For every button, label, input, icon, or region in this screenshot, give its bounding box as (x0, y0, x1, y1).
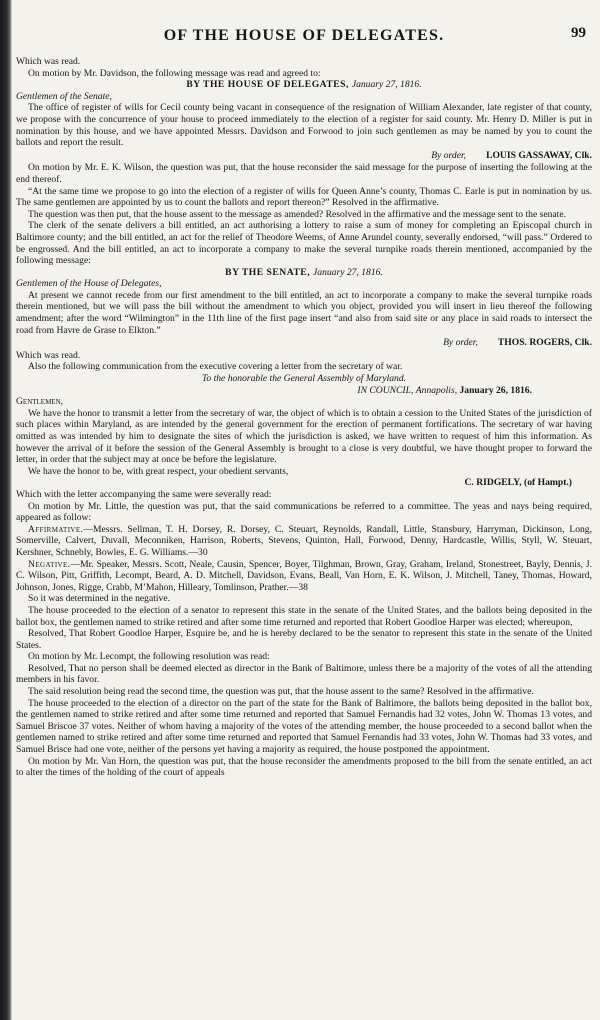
paragraph: We have the honor to transmit a letter from the secretary of war, the object of which is to obtain a cession to the United States of the jurisdiction of such places within Maryland, as are intended by the general government for the erection of permanent fortifications. The secretary of war having omitted as was intended by him to designate the sites of which the jurisdiction is asked, we have written to request of him this information. As however the arrival of it before the session of the General Assembly is brought to a close is very doubtful, we have thought proper to forward the letter, in order that the subject may at once be before the legislature. (16, 407, 592, 466)
running-head (16, 26, 592, 50)
paragraph: Which with the letter accompanying the same were severally read: (16, 488, 272, 500)
paragraph: On motion by Mr. Little, the question was put, that the said communications be referred to a committee. The yeas and nays being required, appeared as follow: (16, 500, 592, 524)
paragraph: So it was determined in the negative. (28, 593, 171, 605)
letter-salutation: Gentlemen, (16, 396, 64, 408)
journal-page (14, 0, 594, 1020)
vote-record (16, 559, 592, 594)
paragraph: At present we cannot recede from our first amendment to the bill entitled, an act to incorporate a company to make the several turnpike roads therein mentioned, but we will pass the bill without the amendment to which you object, provided you will insert in lieu thereof the following amendment; after the word “Wilmington” in the 11th line of the first page insert “and also from said site or any place in said roads to intersect the road from Havre de Grase to Elkton.” (16, 289, 592, 336)
vote-names: —Mr. Speaker, Messrs. Scott, Neale, Causin, Spencer, Boyer, Tilghman, Brown, Gray, Graham, Ireland, Stonestreet, Bayly, Dennis, J. C. Wilson, Pitt, Griffith, Lecompt, Beard, A. D. Mitchell, Davidson, Evans, Beall, Van Horn, E. K. Wilson, J. Mitchell, Taney, Thomas, Howard, Johnson, Jones, Rigge, Crabb, M’Mahon, Hilleary, Tomlinson, Prather.—38 (16, 558, 592, 593)
clerk-signature: THOS. ROGERS, Clk. (497, 337, 592, 349)
council-dateline (16, 385, 592, 397)
council-date: January 26, 1816. (459, 384, 532, 396)
salutation: Gentlemen of the Senate, (16, 90, 112, 102)
paragraph: The office of register of wills for Cecil county being vacant in consequence of the resignation of William Alexander, late register of that county, we propose with the concurrence of your house to proceed immediately to the election of a register for said county. Mr. Henry D. Miller is put in nomination by this house, and we have appointed Messrs. Davidson and Forwood to join such gentlemen as may be named by you to count the ballots and report the result. (16, 102, 592, 149)
vote-label: Affirmative. (28, 523, 84, 535)
council-label: IN COUNCIL, (357, 384, 414, 396)
message-heading-text: BY THE HOUSE OF DELEGATES, (186, 79, 349, 91)
salutation: Gentlemen of the House of Delegates, (16, 278, 162, 290)
page-title: OF THE HOUSE OF DELEGATES. (163, 27, 445, 44)
page-body (16, 56, 592, 779)
paragraph: Resolved, That Robert Goodloe Harper, Esquire be, and he is hereby declared to be the senator to represent this state in the senate of the United States. (16, 628, 592, 651)
message-heading (16, 79, 592, 91)
council-place: Annapolis, (415, 384, 458, 396)
paragraph: The question was then put, that the house assent to the message as amended? Resolved in the affirmative and the message sent to the senate. (28, 208, 566, 220)
address-line: To the honorable the General Assembly of Maryland. (201, 373, 407, 385)
message-heading (16, 267, 592, 279)
paragraph: The clerk of the senate delivers a bill entitled, an act authorising a lottery to raise a sum of money for completing an Episcopal church in Baltimore county; and the bill entitled, an act for the relief of Theodore Weems, of Anne Arundel county, severally endorsed, “will pass.” Ordered to be engrossed. And the bill entitled, an act to incorporate a company to make the several turnpike roads therein mentioned, accompanied by the following message: (16, 220, 592, 267)
vote-label: Negative. (28, 558, 71, 570)
page-number: 99 (571, 25, 586, 41)
message-date: January 27, 1816. (313, 266, 383, 278)
paragraph: The house proceeded to the election of a senator to represent this state in the senate of the United States, and the ballots being deposited in the ballot box, the gentlemen named to strike retired and after some time returned and reported that Robert Goodloe Harper was elected; whereupon, (16, 604, 592, 628)
paragraph: Which was read. (16, 349, 81, 361)
paragraph: The said resolution being read the second time, the question was put, that the house assent to the same? Resolved in the affirmative. (28, 686, 534, 698)
message-heading-text: BY THE SENATE, (225, 266, 311, 278)
signature-line (16, 150, 592, 162)
paragraph: The house proceeded to the election of a director on the part of the state for the Bank of Baltimore, the ballots being deposited in the ballot box, the gentlemen named to strike retired and after some time returned and reported that Samuel Fernandis had 32 votes, John W. Thomas 13 votes, and Samuel Briscoe 37 votes. Neither of whom having a majority of the votes of the attending member, the house proceeded to a second ballot when the gentlemen named to strike retired and after some time returned and reported that Samuel Fernandis had 33 votes, John W. Thomas had 33 votes, and Samuel Brisce had one vote, neither of the persons yet having a majority as required, the house postponed the appointment. (16, 697, 592, 756)
paragraph: Resolved, That no person shall be deemed elected as director in the Bank of Baltimore, unless there be a majority of the votes of all the attending members in his favor. (16, 662, 592, 686)
clerk-signature: LOUIS GASSAWAY, Clk. (486, 149, 592, 161)
governor-signature: C. RIDGELY, (of Hampt.) (464, 477, 572, 489)
paragraph: On motion by Mr. E. K. Wilson, the question was put, that the house reconsider the said message for the purpose of inserting the following at the end thereof. (16, 162, 592, 185)
by-order-label: By order, (443, 337, 478, 349)
signature-line (16, 337, 592, 349)
vote-names: —Messrs. Sellman, T. H. Dorsey, R. Dorsey, C. Steuart, Reynolds, Randall, Little, Stansbury, Harryman, Dickinson, Long, Somerville, Calvert, Duvall, Meconniken, Harrison, Roberts, Stevens, Quinton, Hall, Forwood, Denny, Hardcastle, Willis, Styll, W. Steuart, Kershner, Schnebly, Bowles, E. G. Williams.—30 (16, 523, 592, 558)
book-spine-shadow (0, 0, 12, 1020)
vote-record (16, 524, 592, 559)
paragraph: On motion by Mr. Lecompt, the following resolution was read: (28, 651, 270, 663)
paragraph: Which was read. (16, 56, 81, 67)
paragraph: Also the following communication from the executive covering a letter from the secretary of war. (28, 361, 403, 373)
paragraph: On motion by Mr. Davidson, the following message was read and agreed to: (28, 67, 321, 79)
paragraph: “At the same time we propose to go into the election of a register of wills for Queen Anne’s county, Thomas C. Earle is put in nomination by us. The same gentlemen are appointed by us to count the ballots and report thereon?” Resolved in the affirmative. (16, 185, 592, 209)
paragraph: We have the honor to be, with great respect, your obedient servants, (28, 465, 289, 477)
by-order-label: By order, (431, 149, 467, 161)
message-date: January 27, 1816. (351, 79, 422, 91)
paragraph: On motion by Mr. Van Horn, the question was put, that the house reconsider the amendments proposed to the bill from the senate entitled, an act to alter the times of the holding of the court of appeals (16, 755, 592, 779)
